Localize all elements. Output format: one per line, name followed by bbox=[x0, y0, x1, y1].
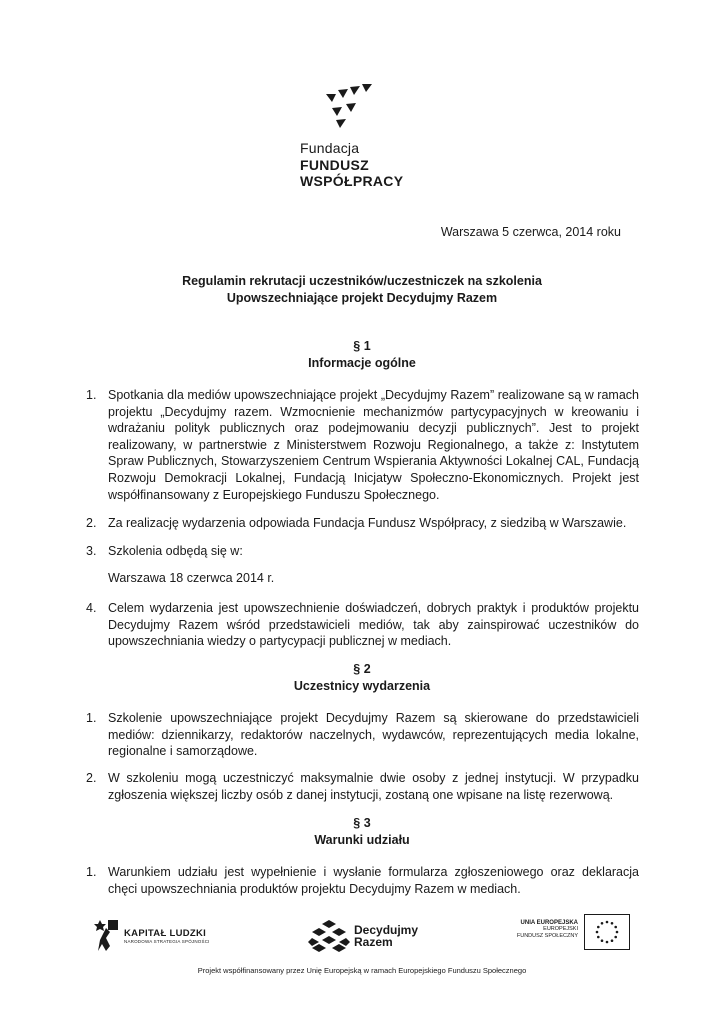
eu-name: UNIA EUROPEJSKA bbox=[520, 920, 578, 926]
document-title-line1: Regulamin rekrutacji uczestników/uczestniczek na szkolenia bbox=[182, 274, 542, 288]
document-title-line2: Upowszechniające projekt Decydujmy Razem bbox=[226, 291, 498, 305]
item-number: 3. bbox=[86, 544, 97, 558]
section-2-item-1 bbox=[86, 710, 639, 760]
logo-line-fundacja: Fundacja bbox=[300, 140, 360, 156]
kapital-ludzki-name: KAPITAŁ LUDZKI bbox=[124, 928, 207, 939]
decydujmy-word: Decydujmy bbox=[354, 923, 419, 937]
item-number: 1. bbox=[86, 711, 97, 725]
logo-line-fundusz: FUNDUSZ WSPÓŁPRACY bbox=[300, 157, 404, 189]
item-text: W szkoleniu mogą uczestniczyć maksymalnie dwie osoby z jednej instytucji. W przypadku zgłoszenia większej liczby osób z danej instytucji, zostaną one wpisane na listę rezerwową. bbox=[108, 771, 639, 802]
item-text: Warunkiem udziału jest wypełnienie i wysłanie formularza zgłoszeniowego oraz deklaracja chęci upowszechniania produktów projektu Decydujmy Razem w mediach. bbox=[108, 865, 639, 896]
kapital-ludzki-subtitle: NARODOWA STRATEGIA SPÓJNOŚCI bbox=[124, 939, 210, 944]
section-3-item-1 bbox=[86, 864, 639, 897]
section-1-item-1 bbox=[86, 387, 639, 503]
item-number: 2. bbox=[86, 516, 97, 530]
item-number: 2. bbox=[86, 771, 97, 785]
item-text: Szkolenie upowszechniające projekt Decydujmy Razem są skierowane do przedstawicieli mediów: dziennikarzy, redaktorów naczelnych, wydawców, reprezentujących media lokalne, regionalne i samorządowe. bbox=[108, 711, 639, 759]
section-1-item-3 bbox=[86, 543, 639, 560]
section-3-heading: Warunki udziału bbox=[314, 833, 410, 847]
eu-text-block bbox=[492, 920, 578, 940]
eu-flag-icon bbox=[584, 914, 630, 950]
section-1-heading: Informacje ogólne bbox=[308, 356, 416, 370]
item-number: 4. bbox=[86, 601, 97, 615]
item-text: Szkolenia odbędą się w: bbox=[108, 544, 243, 558]
section-2-heading: Uczestnicy wydarzenia bbox=[293, 679, 431, 693]
razem-word: Razem bbox=[354, 935, 393, 949]
eu-fund-line2: FUNDUSZ SPOŁECZNY bbox=[516, 933, 578, 939]
item-text: Spotkania dla mediów upowszechniające projekt „Decydujmy Razem” realizowane są w ramach projektu „Decydujmy razem. Wzmocnienie mechanizmów partycypacyjnych w kreowaniu i wdrażaniu polityk publicznych oraz podejmowaniu decyzji publicznych”. Jest to projekt realizowany, w partnerstwie z Ministerstwem Rozwoju Regionalnego, a także z: Instytutem Spraw Publicznych, Stowarzyszeniem Centrum Wspierania Aktywności Lokalnej CAL, Fundacją Rozwoju Demokracji Lokalnej, Fundacją Inicjatyw Społeczno-Ekonomicznych. Projekt jest współfinansowany z Europejskiego Funduszu Społecznego. bbox=[108, 388, 639, 502]
person-star-icon bbox=[94, 918, 120, 952]
item-text: Celem wydarzenia jest upowszechnienie doświadczeń, dobrych praktyk i produktów projektu Decydujmy Razem wśród przedstawicieli mediów, tak aby zainspirować uczestników do upowszechniania wiedzy o partycypacji publicznej w mediach. bbox=[108, 601, 639, 649]
eu-fund-line1: EUROPEJSKI bbox=[543, 926, 578, 932]
footer-logos bbox=[86, 908, 638, 980]
section-3-symbol: § 3 bbox=[353, 816, 371, 830]
birds-icon bbox=[326, 84, 378, 132]
item-text: Za realizację wydarzenia odpowiada Fundacja Fundusz Współpracy, z siedzibą w Warszawie. bbox=[108, 516, 627, 530]
section-1-item-2 bbox=[86, 515, 639, 532]
training-location: Warszawa 18 czerwca 2014 r. bbox=[108, 571, 275, 585]
document-date: Warszawa 5 czerwca, 2014 roku bbox=[440, 225, 621, 239]
footer-cofinancing-note: Projekt współfinansowany przez Unię Europejską w ramach Europejskiego Funduszu Społecznego bbox=[197, 966, 527, 975]
item-number: 1. bbox=[86, 865, 97, 879]
section-1-symbol: § 1 bbox=[353, 339, 371, 353]
cubes-icon bbox=[308, 920, 350, 954]
section-2-item-2 bbox=[86, 770, 639, 803]
foundation-logo bbox=[300, 84, 430, 189]
section-2-symbol: § 2 bbox=[353, 662, 371, 676]
section-1-item-4 bbox=[86, 600, 639, 650]
item-number: 1. bbox=[86, 388, 97, 402]
